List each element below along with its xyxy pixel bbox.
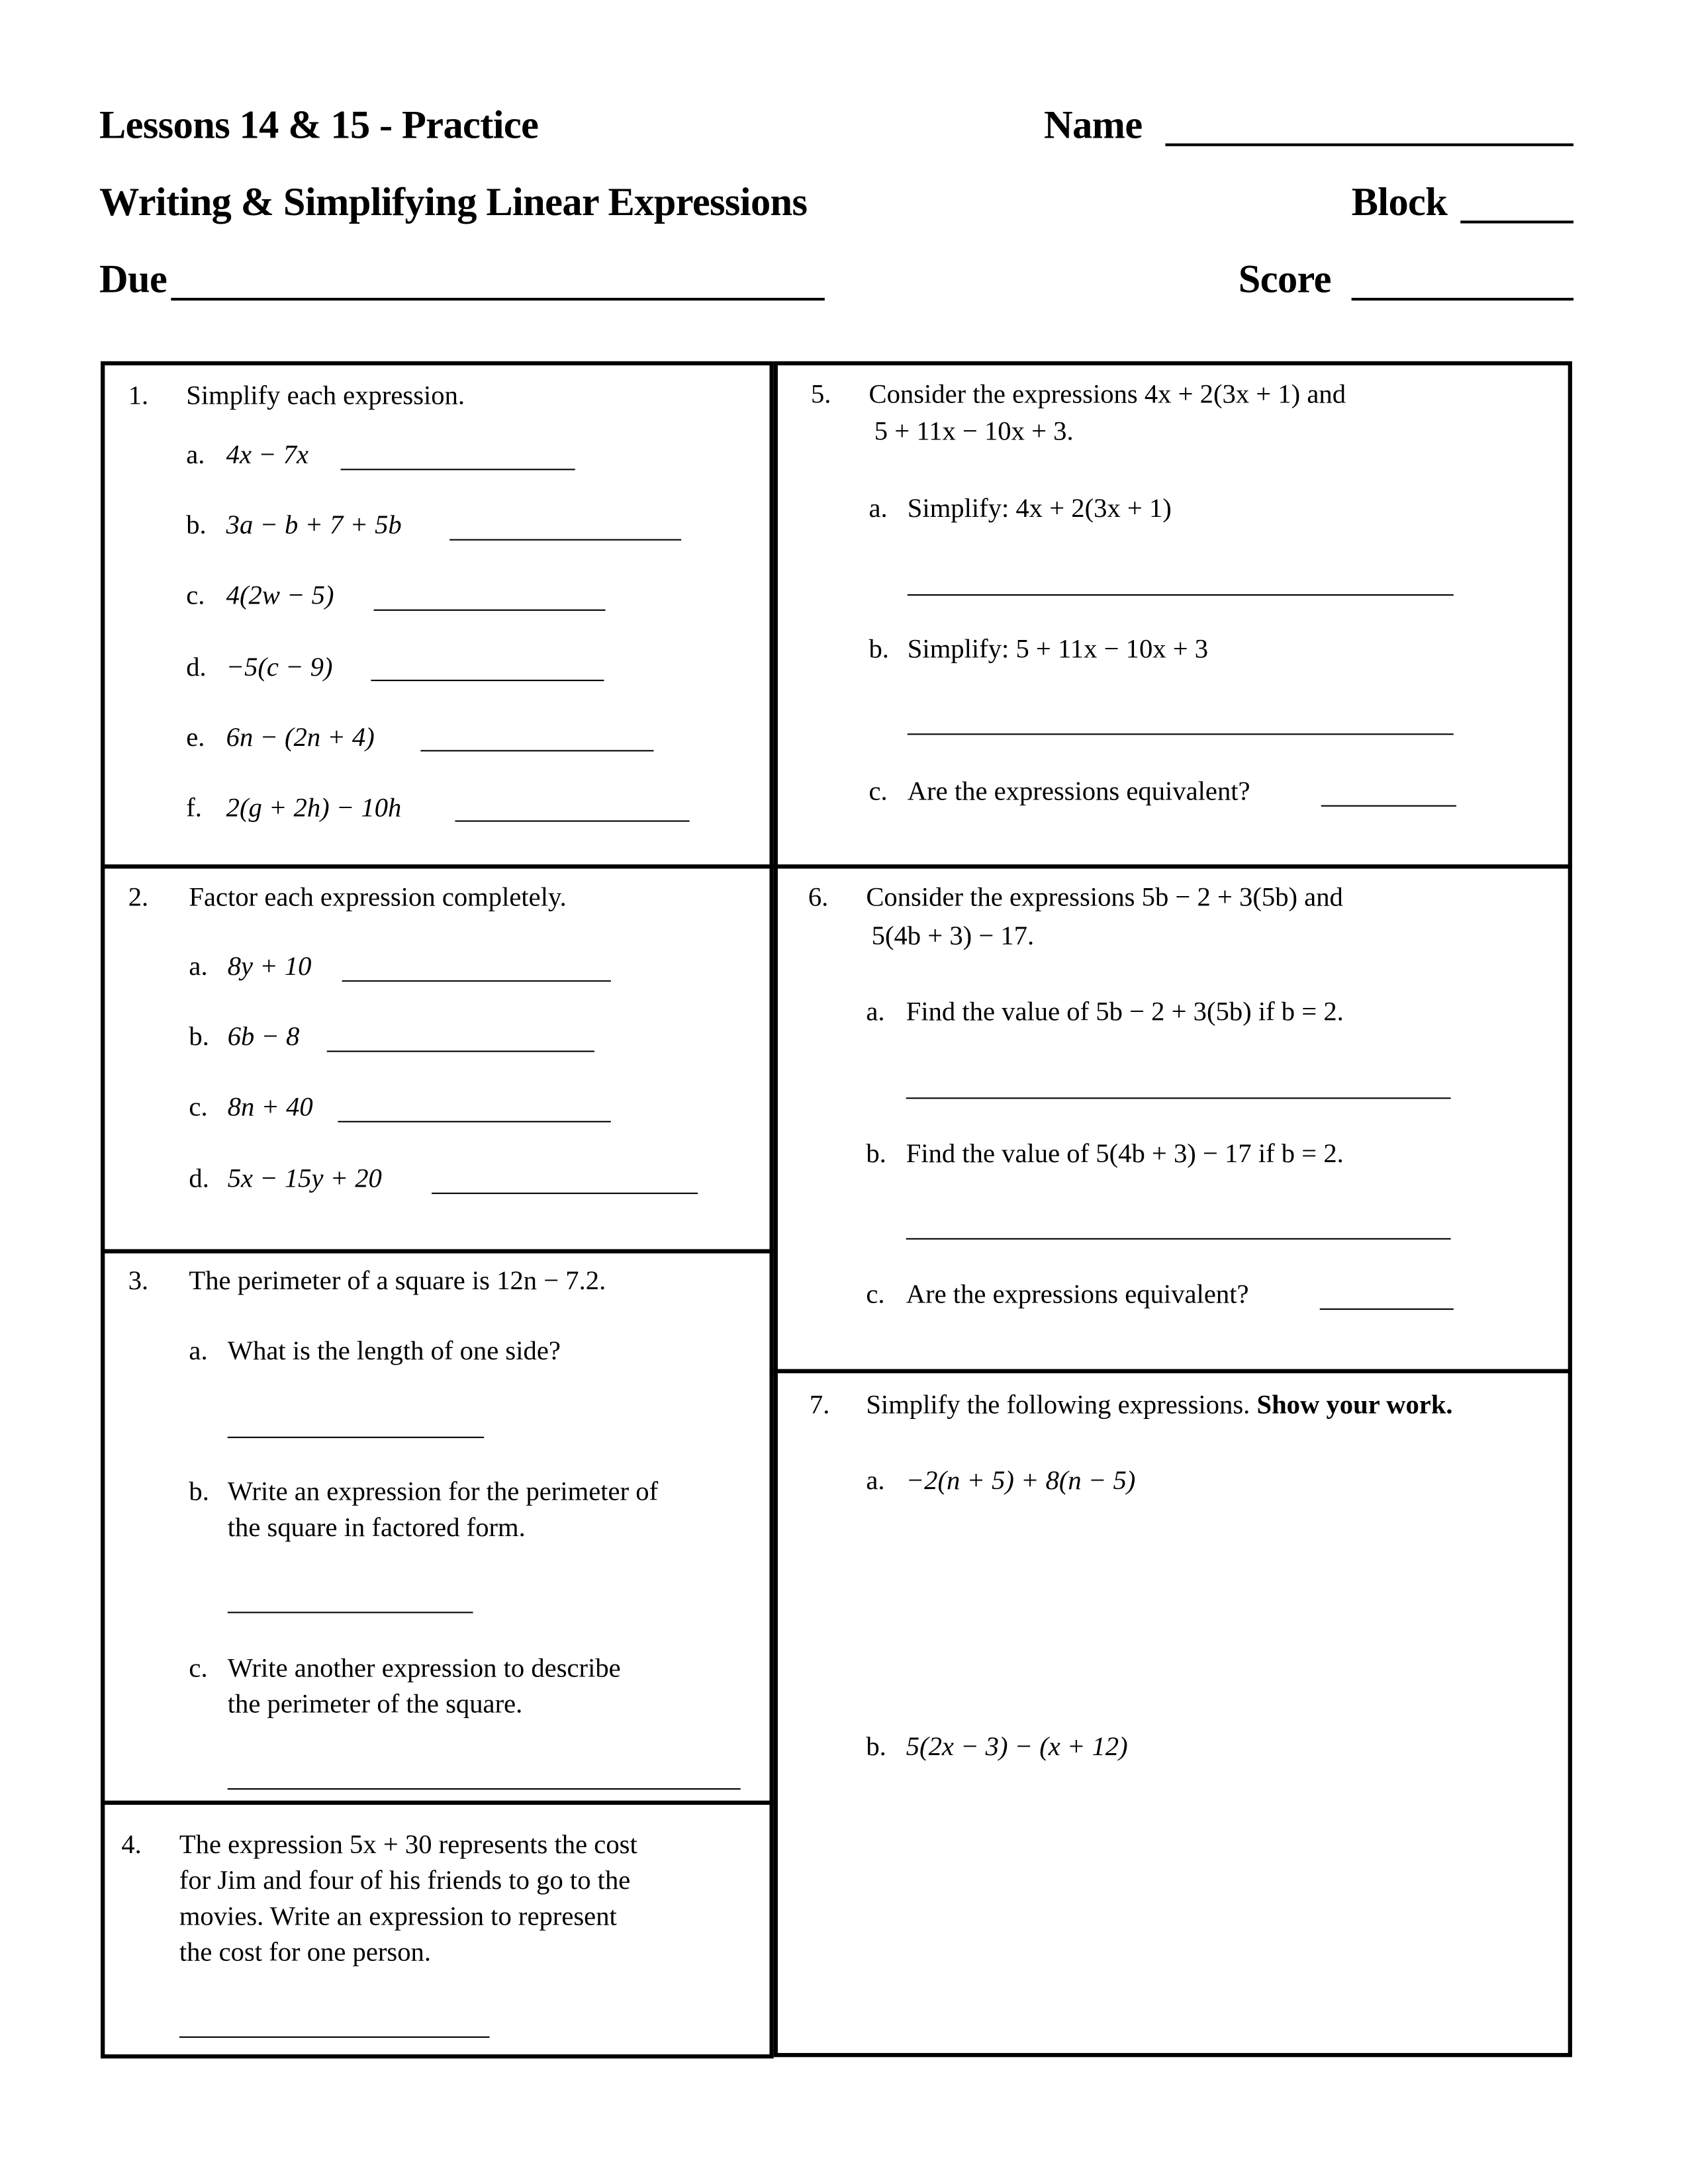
worksheet-title: Lessons 14 & 15 - Practice <box>99 103 539 148</box>
answer-blank[interactable] <box>228 1612 473 1613</box>
item-text: Write an expression for the perimeter of <box>227 1478 659 1508</box>
item-label: a. <box>189 952 208 982</box>
item-text: the square in factored form. <box>227 1514 526 1543</box>
answer-blank[interactable] <box>179 2036 490 2038</box>
answer-blank[interactable] <box>338 1121 610 1122</box>
answer-blank[interactable] <box>228 1788 741 1790</box>
answer-blank[interactable] <box>432 1193 698 1194</box>
name-field[interactable] <box>1165 144 1573 146</box>
prompt-emphasis: Show your work. <box>1256 1391 1453 1420</box>
question-text: The expression 5x + 30 represents the cost <box>179 1831 637 1860</box>
answer-blank[interactable] <box>455 821 689 822</box>
question-number: 5. <box>810 380 831 410</box>
answer-blank[interactable] <box>908 733 1454 735</box>
question-text: for Jim and four of his friends to go to the <box>179 1866 631 1896</box>
item-label: a. <box>866 1467 885 1496</box>
question-number: 2. <box>128 884 149 913</box>
answer-blank[interactable] <box>327 1050 594 1052</box>
item-text: Write another expression to describe <box>227 1654 621 1684</box>
question-number: 1. <box>128 382 149 411</box>
answer-blank[interactable] <box>449 539 681 541</box>
item-text: Simplify: 5 + 11x − 10x + 3 <box>907 635 1209 665</box>
item-label: d. <box>186 653 207 683</box>
question-number: 4. <box>121 1831 142 1860</box>
answer-blank[interactable] <box>908 594 1454 596</box>
item-label: b. <box>866 1733 886 1762</box>
item-label: b. <box>189 1023 209 1052</box>
answer-blank[interactable] <box>342 980 611 981</box>
question-prompt: Simplify each expression. <box>186 382 465 411</box>
due-field[interactable] <box>171 298 824 300</box>
item-label: c. <box>189 1093 208 1122</box>
item-label: a. <box>868 494 888 524</box>
item-label: a. <box>866 998 885 1028</box>
item-expression: 8y + 10 <box>227 952 312 982</box>
item-text: Find the value of 5(4b + 3) − 17 if b = 2. <box>906 1140 1344 1169</box>
question-prompt: The perimeter of a square is 12n − 7.2. <box>189 1267 606 1297</box>
answer-blank[interactable] <box>906 1238 1451 1240</box>
item-text: Are the expressions equivalent? <box>907 777 1250 807</box>
item-expression: −2(n + 5) + 8(n − 5) <box>906 1467 1136 1496</box>
block-field[interactable] <box>1460 220 1573 223</box>
question-7-box <box>774 1369 1572 2058</box>
answer-blank[interactable] <box>1321 805 1456 807</box>
item-label: b. <box>868 635 889 665</box>
item-text: the perimeter of the square. <box>227 1690 523 1719</box>
worksheet-subtitle: Writing & Simplifying Linear Expressions <box>99 180 808 225</box>
answer-blank[interactable] <box>371 680 604 681</box>
item-label: c. <box>866 1281 885 1310</box>
answer-blank[interactable] <box>228 1437 484 1438</box>
item-label: d. <box>189 1165 209 1195</box>
answer-blank[interactable] <box>906 1097 1451 1099</box>
question-text: 5 + 11x − 10x + 3. <box>874 418 1074 447</box>
question-prompt <box>866 1390 1452 1423</box>
question-text: the cost for one person. <box>179 1938 432 1968</box>
answer-blank[interactable] <box>341 469 575 470</box>
question-prompt: Factor each expression completely. <box>189 884 567 913</box>
item-expression: 6b − 8 <box>227 1023 300 1052</box>
question-number: 3. <box>128 1267 149 1297</box>
item-expression: 5x − 15y + 20 <box>227 1165 382 1195</box>
question-text: Consider the expressions 4x + 2(3x + 1) and <box>868 380 1346 410</box>
question-number: 7. <box>809 1391 830 1420</box>
item-expression: −5(c − 9) <box>226 653 333 683</box>
item-label: c. <box>868 777 888 807</box>
item-text: Simplify: 4x + 2(3x + 1) <box>907 494 1172 524</box>
item-expression: 8n + 40 <box>227 1093 313 1122</box>
score-label: Score <box>1238 257 1331 302</box>
item-label: a. <box>186 441 205 471</box>
item-text: What is the length of one side? <box>227 1337 561 1367</box>
block-label: Block <box>1351 180 1448 225</box>
item-expression: 6n − (2n + 4) <box>226 723 375 753</box>
due-label: Due <box>99 257 167 302</box>
item-label: b. <box>189 1478 209 1508</box>
item-expression: 4(2w − 5) <box>226 582 334 611</box>
score-field[interactable] <box>1352 298 1573 300</box>
item-label: b. <box>866 1140 886 1169</box>
item-text: Are the expressions equivalent? <box>906 1281 1249 1310</box>
answer-blank[interactable] <box>374 610 606 611</box>
item-label: e. <box>186 723 205 753</box>
item-label: c. <box>186 582 205 611</box>
question-text: 5(4b + 3) − 17. <box>871 922 1035 952</box>
item-expression: 4x − 7x <box>226 441 309 471</box>
item-expression: 2(g + 2h) − 10h <box>226 794 402 823</box>
answer-blank[interactable] <box>1320 1308 1454 1310</box>
item-text: Find the value of 5b − 2 + 3(5b) if b = 2. <box>906 998 1344 1028</box>
item-label: f. <box>186 794 202 823</box>
item-label: c. <box>189 1654 208 1684</box>
question-text: Consider the expressions 5b − 2 + 3(5b) and <box>866 884 1343 913</box>
name-label: Name <box>1044 103 1143 148</box>
item-label: a. <box>189 1337 208 1367</box>
answer-blank[interactable] <box>420 750 653 751</box>
prompt-text: Simplify the following expressions. <box>866 1391 1250 1420</box>
question-text: movies. Write an expression to represent <box>179 1902 617 1932</box>
item-expression: 5(2x − 3) − (x + 12) <box>906 1733 1128 1762</box>
question-number: 6. <box>808 884 829 913</box>
item-expression: 3a − b + 7 + 5b <box>226 511 402 541</box>
item-label: b. <box>186 511 207 541</box>
